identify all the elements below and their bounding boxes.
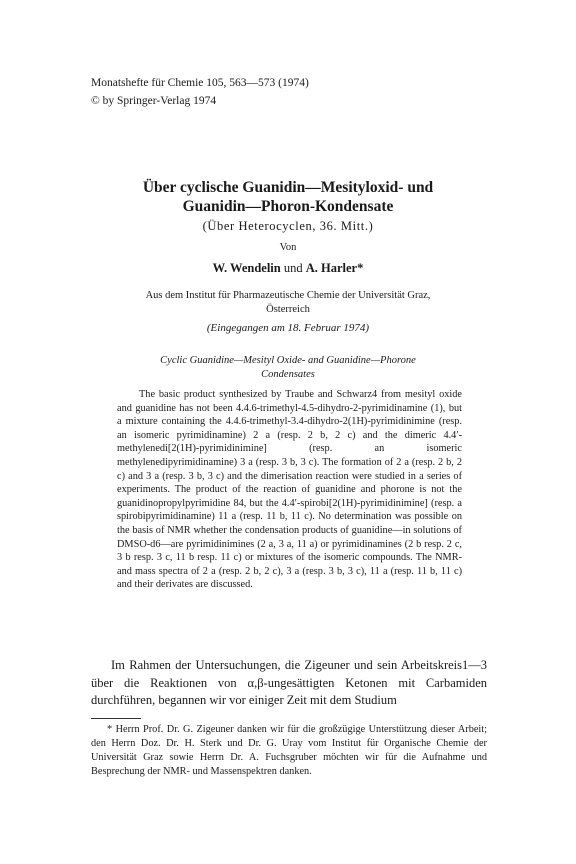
author-conjunction: und [283, 261, 303, 275]
von-label: Von [279, 242, 297, 253]
author-1: W. Wendelin [212, 261, 281, 275]
footnote-rule [91, 718, 141, 719]
abstract-text: The basic product synthesized by Traube and Schwarz4 from mesityl oxide and guanidine has not been 4.4.6-trimethyl-4.5-dihydro-2-pyrimidinamine (1), but a mixture containing the 4.4.6-trimethyl-3.4-dihydro-2(1H)-pyrimidinimine (resp. an isomeric pyrimidinamine) 2 a (resp. 2 b, 2 c) and the dimeric 4.4′-methylenedi[2(1H)-pyrimidinimine] (resp. an isomeric methylenedipyrimidinamine) 3 a (resp. 3 b, 3 c). The formation of 2 a (resp. 2 b, 2 c) and 3 a (resp. 3 b, 3 c) and the dimerisation reaction were studied in a series of experiments. The product of the reaction of guanidine and phorone is not the guanidinopropylpyrimidine 84, but the 4.4′-spirobi[2(1H)-pyrimidinimine] (resp. a spirobipyrimidinamine) 11 a (resp. 11 b, 11 c). No determination was possible on the basis of NMR whether the condensation products of guanidine—in solutions of DMSO-d6—are pyrimidinimines (2 a, 3 a, 11 a) or pyrimidinamines (2 b resp. 2 c, 3 b resp. 3 c, 11 b resp. 11 c) or mixtures of the isomeric compounds. The NMR- and mass spectra of 2 a (resp. 2 b, 2 c), 3 a (resp. 3 b, 3 c), 11 a (resp. 11 b, 11 c) and their derivates are discussed. [117, 389, 462, 591]
affiliation [70, 289, 506, 317]
english-title [100, 354, 476, 382]
author-line [60, 261, 516, 276]
affiliation-line-1: Aus dem Institut für Pharmazeutische Chemie der Universität Graz, [145, 290, 431, 301]
journal-header [91, 74, 309, 110]
english-title-line-1: Cyclic Guanidine—Mesityl Oxide- and Guanidine—Phorone [160, 355, 416, 366]
body-paragraph: Im Rahmen der Untersuchungen, die Zigeuner und sein Arbeitskreis1—3 über die Reaktionen von α,β-ungesättigten Ketonen mit Carbamiden durchführen, begannen wir vor einiger Zeit mit dem Studium [91, 658, 487, 707]
abstract [117, 388, 462, 592]
title-line-2: Guanidin—Phoron-Kondensate [182, 198, 394, 215]
paper-title [60, 178, 516, 216]
body-text [91, 657, 487, 710]
paper-subtitle: (Über Heterocyclen, 36. Mitt.) [202, 219, 374, 233]
footnote [91, 723, 487, 779]
affiliation-line-2: Österreich [266, 304, 310, 315]
author-2: A. Harler* [305, 261, 364, 275]
title-line-1: Über cyclische Guanidin—Mesityloxid- und [142, 179, 434, 196]
received-date: (Eingegangen am 18. Februar 1974) [206, 322, 370, 334]
footnote-text: * Herrn Prof. Dr. G. Zigeuner danken wir für die großzügige Unterstützung dieser Arbeit; den Herrn Doz. Dr. H. Sterk und Dr. G. Uray vom Institut für Organische Chemie der Universität Graz sowie Herrn Dr. A. Fuchsgruber möchten wir für die Aufnahme und Besprechung der NMR- und Massenspektren danken. [91, 724, 487, 777]
journal-citation: Monatshefte für Chemie 105, 563—573 (1974) [91, 77, 309, 89]
english-title-line-2: Condensates [261, 369, 315, 380]
copyright-line: © by Springer-Verlag 1974 [91, 95, 217, 107]
